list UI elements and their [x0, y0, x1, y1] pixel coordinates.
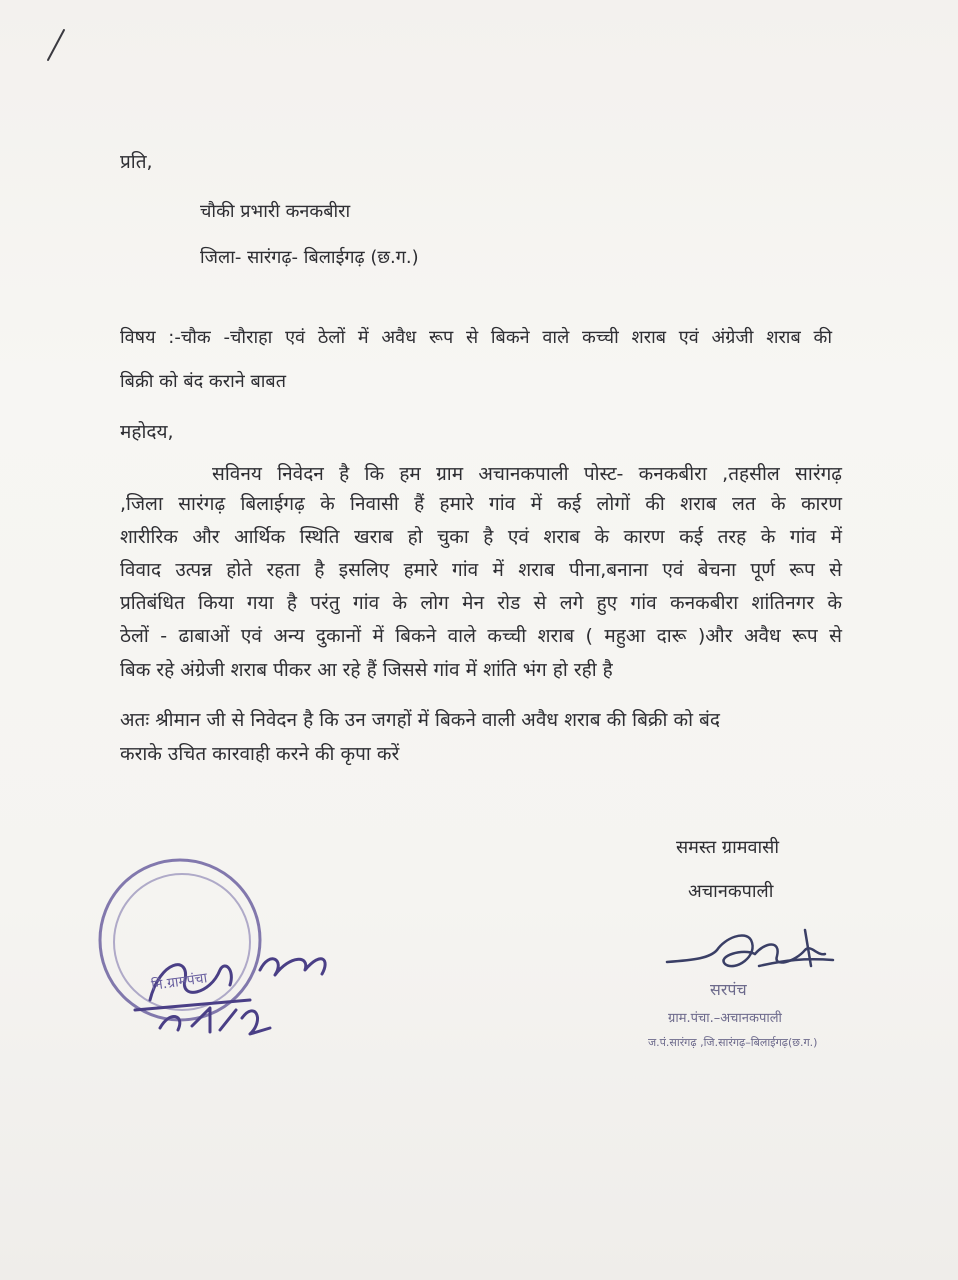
- recipient-line-2: जिला- सारंगढ़- बिलाईगढ़ (छ.ग.): [200, 247, 419, 268]
- request-line-2: कराके उचित कारवाही करने की कृपा करें: [120, 743, 400, 765]
- recipient-line-1: चौकी प्रभारी कनकबीरा: [200, 201, 351, 222]
- seal-district: ज.पं.सारंगढ़ ,जि.सारंगढ़–बिलाईगढ़(छ.ग.): [648, 1036, 818, 1049]
- subject-line-2: बिक्री को बंद कराने बाबत: [120, 371, 286, 392]
- body-line-4: विवाद उत्पन्न होते रहता है इसलिए हमारे गांव में शराब पीना,बनाना एवं बेचना पूर्ण रूप से: [120, 559, 842, 581]
- corner-tick-mark: [40, 26, 70, 66]
- sarpanch-signature: [655, 920, 845, 1000]
- seal-designation: सरपंच: [710, 980, 747, 999]
- body-line-5: प्रतिबंधित किया गया है परंतु गांव के लोग मेन रोड से लगे हुए गांव कनकबीरा शांतिनगर के: [120, 592, 842, 614]
- body-line-6: ठेलों - ढाबाओं एवं अन्य दुकानों में बिकने वाले कच्ची शराब ( महुआ दारू )और अवैध रूप से: [120, 625, 842, 647]
- body-line-1: सविनय निवेदन है कि हम ग्राम अचानकपाली पोस्ट- कनकबीरा ,तहसील सारंगढ़: [212, 463, 842, 485]
- request-line-1: अतः श्रीमान जी से निवेदन है कि उन जगहों में बिकने वाली अवैध शराब की बिक्री को बंद: [120, 709, 720, 731]
- sender-line-2: अचानकपाली: [688, 881, 774, 902]
- greeting: महोदय,: [120, 421, 174, 443]
- subject-line-1: विषय :-चौक -चौराहा एवं ठेलों में अवैध रूप से बिकने वाले कच्ची शराब एवं अंग्रेजी शराब की: [120, 327, 832, 348]
- police-stamp: [60, 850, 360, 1080]
- svg-text:नि.ग्रामपंचा: नि.ग्रामपंचा: [150, 970, 209, 994]
- seal-panchayat: ग्राम.पंचा.–अचानकपाली: [668, 1011, 782, 1026]
- sender-line-1: समस्त ग्रामवासी: [676, 837, 779, 858]
- body-line-2: ,जिला सारंगढ़ बिलाईगढ़ के निवासी हैं हमारे गांव में कई लोगों की शराब लत के कारण: [120, 493, 842, 515]
- salutation-to: प्रति,: [120, 151, 153, 173]
- body-line-7: बिक रहे अंग्रेजी शराब पीकर आ रहे हैं जिससे गांव में शांति भंग हो रही है: [120, 659, 613, 681]
- body-line-3: शारीरिक और आर्थिक स्थिति खराब हो चुका है एवं शराब के कारण कई तरह के गांव में: [120, 526, 842, 548]
